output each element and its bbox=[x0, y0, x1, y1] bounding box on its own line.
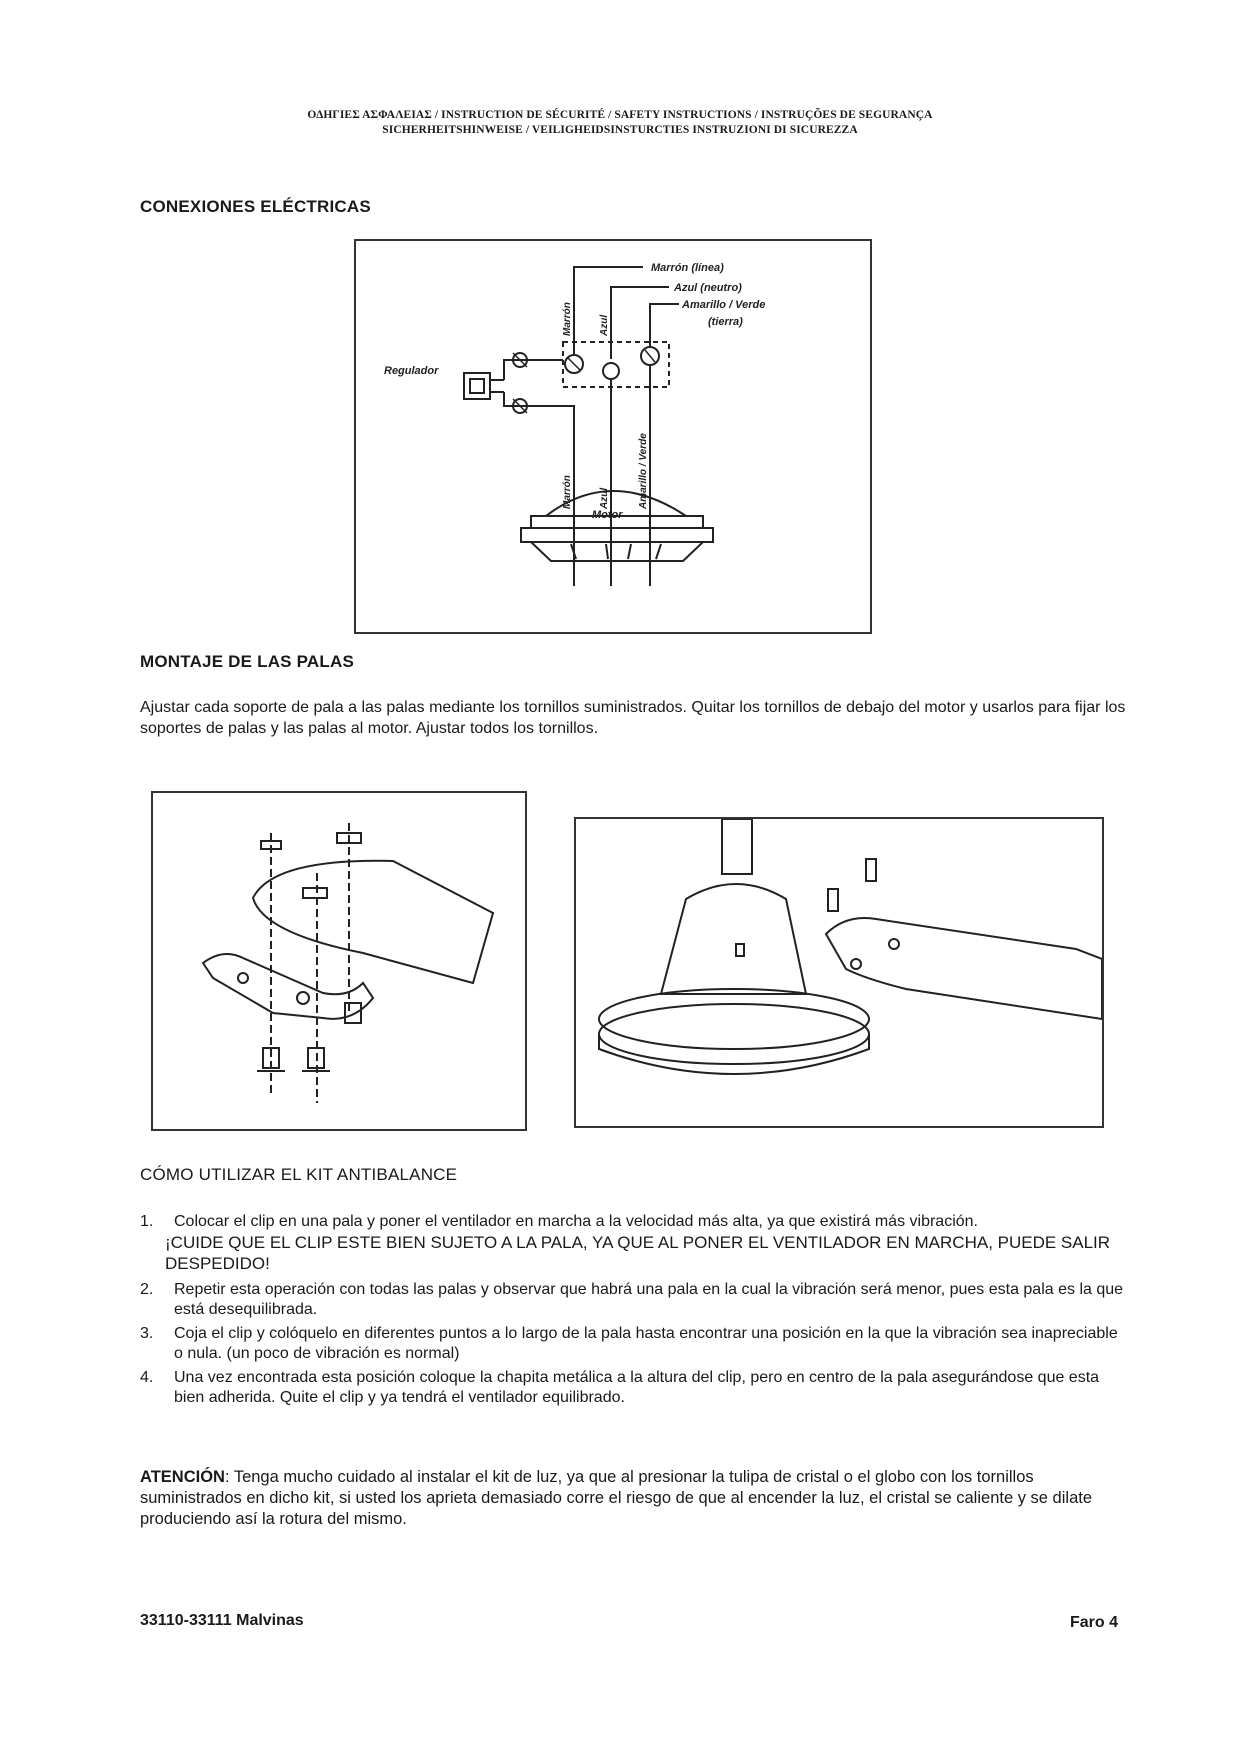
header-line-2: SICHERHEITSHINWEISE / VEILIGHEIDSINSTURCTIES INSTRUZIONI DI SICUREZZA bbox=[382, 124, 858, 136]
blades-title: MONTAJE DE LAS PALAS bbox=[140, 652, 354, 671]
label-regulador: Regulador bbox=[384, 365, 439, 377]
blade-bracket-drawing bbox=[153, 793, 525, 1129]
label-marron-bottom: Marrón bbox=[562, 475, 573, 509]
header-line-1: ΟΔΗΓΙΕΣ ΑΣΦΑΛΕΙΑΣ / INSTRUCTION DE SÉCURITÉ / SAFETY INSTRUCTIONS / INSTRUÇÕES DE SEGURANÇA bbox=[307, 109, 933, 121]
wiring-diagram-drawing bbox=[356, 241, 870, 632]
attention-text: : Tenga mucho cuidado al instalar el kit de luz, ya que al presionar la tulipa de cristal o el globo con los tornillos suministrados en dicho kit, si usted los aprieta demasiado corre el riesgo de que al encender la luz, el cristal se caliente y se dilate produciendo así la rotura del mismo. bbox=[140, 1468, 1093, 1528]
label-amarillo-verde: Amarillo / Verde bbox=[682, 299, 766, 311]
list-item bbox=[140, 1280, 1130, 1320]
list-item-number: 4. bbox=[140, 1369, 154, 1386]
label-marron-linea: Marrón (línea) bbox=[651, 262, 724, 274]
list-item-number: 1. bbox=[140, 1213, 154, 1230]
electrical-title: CONEXIONES ELÉCTRICAS bbox=[140, 197, 371, 216]
motor-blade-drawing bbox=[576, 819, 1102, 1126]
kit-instructions-list bbox=[140, 1212, 1130, 1412]
label-amarillo-verde-bottom: Amarillo / Verde bbox=[638, 433, 649, 509]
label-azul-neutro: Azul (neutro) bbox=[674, 282, 742, 294]
warning-text: ¡CUIDE QUE EL CLIP ESTE BIEN SUJETO A LA PALA, YA QUE AL PONER EL VENTILADOR EN MARCHA, PUEDE SALIR DESPEDIDO! bbox=[165, 1233, 1111, 1273]
footer-model: 33110-33111 Malvinas bbox=[140, 1612, 304, 1629]
label-marron-top: Marrón bbox=[562, 302, 573, 336]
attention-note bbox=[140, 1467, 1115, 1530]
label-azul-top: Azul bbox=[599, 314, 610, 336]
list-item bbox=[140, 1368, 1130, 1408]
page-header bbox=[0, 108, 1240, 138]
attention-label: ATENCIÓN bbox=[140, 1468, 225, 1486]
label-motor: Motor bbox=[592, 509, 623, 521]
list-item-number: 3. bbox=[140, 1325, 154, 1342]
motor-blade-figure bbox=[574, 817, 1104, 1128]
list-item bbox=[140, 1324, 1130, 1364]
wiring-diagram bbox=[354, 239, 872, 634]
list-item-text: Repetir esta operación con todas las palas y observar que habrá una pala en la cual la vibración será menor, pues esta pala es la que está desequilibrada. bbox=[174, 1281, 1124, 1318]
list-item-text: Coja el clip y colóquelo en diferentes puntos a lo largo de la pala hasta encontrar una posición en la que la vibración sea inapreciable o nula. (un poco de vibración es normal) bbox=[174, 1325, 1118, 1362]
footer-page: Faro 4 bbox=[1069, 1614, 1118, 1631]
list-item-text: Colocar el clip en una pala y poner el ventilador en marcha a la velocidad más alta, ya que existirá más vibración. bbox=[174, 1213, 978, 1230]
label-azul-bottom: Azul bbox=[599, 487, 610, 509]
label-tierra: (tierra) bbox=[708, 316, 743, 328]
blades-text: Ajustar cada soporte de pala a las palas mediante los tornillos suministrados. Quitar los tornillos de debajo del motor y usarlos para fijar los soportes de palas y las palas al motor. Ajustar todos los tornillos. bbox=[140, 699, 1126, 737]
list-item bbox=[140, 1212, 1130, 1274]
kit-title: CÓMO UTILIZAR EL KIT ANTIBALANCE bbox=[140, 1165, 458, 1184]
list-item-text: Una vez encontrada esta posición coloque la chapita metálica a la altura del clip, pero en centro de la pala asegurándose que esta bien adherida. Quite el clip y ya tendrá el ventilador equilibrado. bbox=[174, 1369, 1100, 1406]
list-item-number: 2. bbox=[140, 1281, 154, 1298]
blade-bracket-figure bbox=[151, 791, 527, 1131]
